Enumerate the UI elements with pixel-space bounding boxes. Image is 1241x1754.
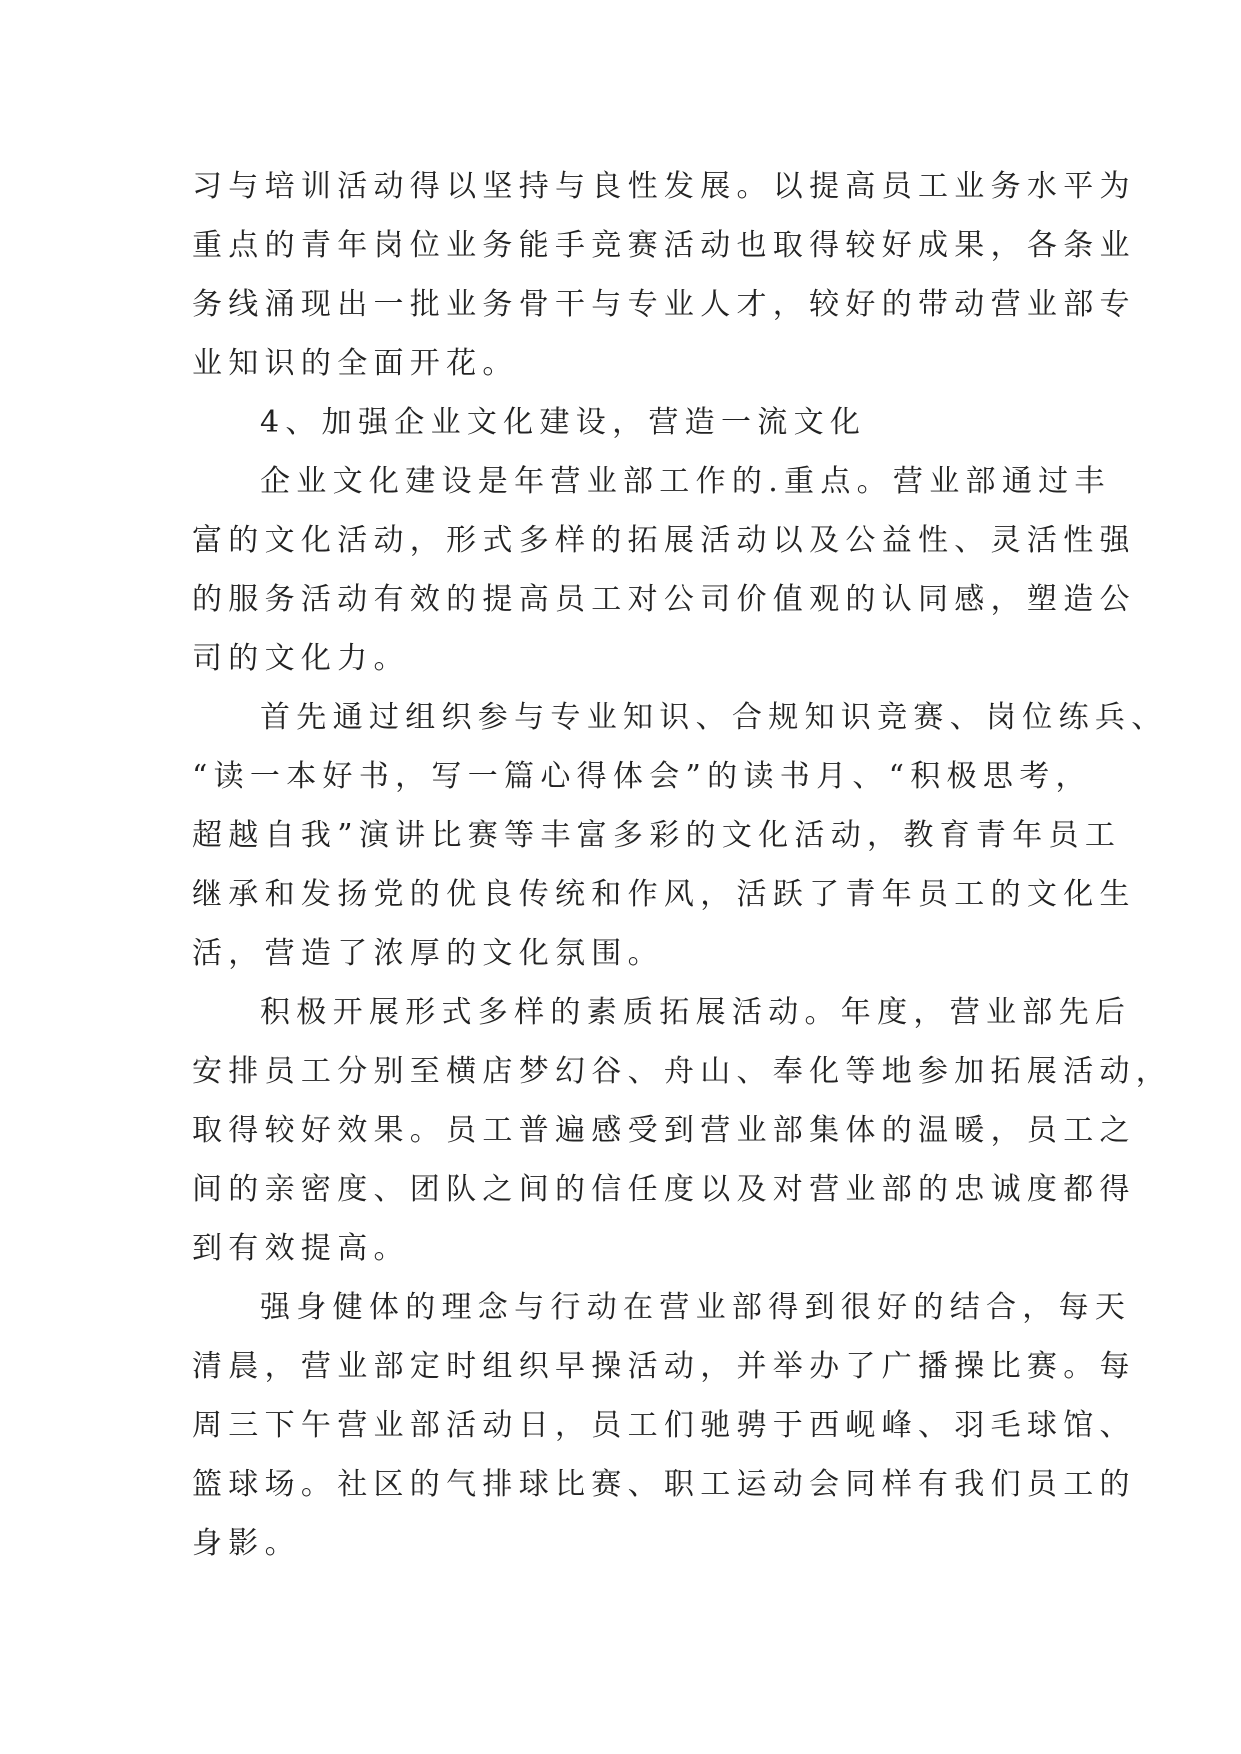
text-line: 业知识的全面开花。 xyxy=(192,346,519,381)
text-line: 企业文化建设是年营业部工作的.重点。营业部通过丰 xyxy=(260,464,1111,499)
text-line: 首先通过组织参与专业知识、合规知识竞赛、岗位练兵、 xyxy=(260,700,1168,735)
section-heading-culture xyxy=(192,393,1074,452)
paragraph-cultural-activities xyxy=(192,688,1168,983)
text-line: 活，营造了浓厚的文化氛围。 xyxy=(192,936,664,971)
text-line: 司的文化力。 xyxy=(192,641,410,676)
paragraph-training-continued xyxy=(192,157,1136,393)
text-line: 继承和发扬党的优良传统和作风，活跃了青年员工的文化生 xyxy=(192,877,1136,912)
text-line: 富的文化活动，形式多样的拓展活动以及公益性、灵活性强 xyxy=(192,523,1136,558)
text-line: 超越自我”演讲比赛等丰富多彩的文化活动，教育青年员工 xyxy=(192,818,1122,853)
text-line: 习与培训活动得以坚持与良性发展。以提高员工业务水平为 xyxy=(192,169,1136,204)
document-body xyxy=(192,157,1173,1573)
text-line: 清晨，营业部定时组织早操活动，并举办了广播操比赛。每 xyxy=(192,1349,1136,1384)
paragraph-outreach-activities xyxy=(192,983,1173,1278)
text-line: 周三下午营业部活动日，员工们驰骋于西岘峰、羽毛球馆、 xyxy=(192,1408,1136,1443)
text-line: 到有效提高。 xyxy=(192,1231,410,1266)
paragraph-culture-intro xyxy=(192,452,1136,688)
text-line: 强身健体的理念与行动在营业部得到很好的结合，每天 xyxy=(260,1290,1132,1325)
text-line: 积极开展形式多样的素质拓展活动。年度，营业部先后 xyxy=(260,995,1132,1030)
text-line: 篮球场。社区的气排球比赛、职工运动会同样有我们员工的 xyxy=(192,1467,1136,1502)
text-line: 身影。 xyxy=(192,1526,301,1561)
text-line: 务线涌现出一批业务骨干与专业人才，较好的带动营业部专 xyxy=(192,287,1136,322)
text-line: 取得较好效果。员工普遍感受到营业部集体的温暖，员工之 xyxy=(192,1113,1136,1148)
paragraph-fitness-activities xyxy=(192,1278,1136,1573)
section-heading: 4、加强企业文化建设，营造一流文化 xyxy=(260,405,867,440)
text-line: “读一本好书，写一篇心得体会”的读书月、“积极思考， xyxy=(192,759,1092,794)
text-line: 重点的青年岗位业务能手竞赛活动也取得较好成果，各条业 xyxy=(192,228,1136,263)
text-line: 安排员工分别至横店梦幻谷、舟山、奉化等地参加拓展活动， xyxy=(192,1054,1173,1089)
text-line: 间的亲密度、团队之间的信任度以及对营业部的忠诚度都得 xyxy=(192,1172,1136,1207)
text-line: 的服务活动有效的提高员工对公司价值观的认同感，塑造公 xyxy=(192,582,1136,617)
